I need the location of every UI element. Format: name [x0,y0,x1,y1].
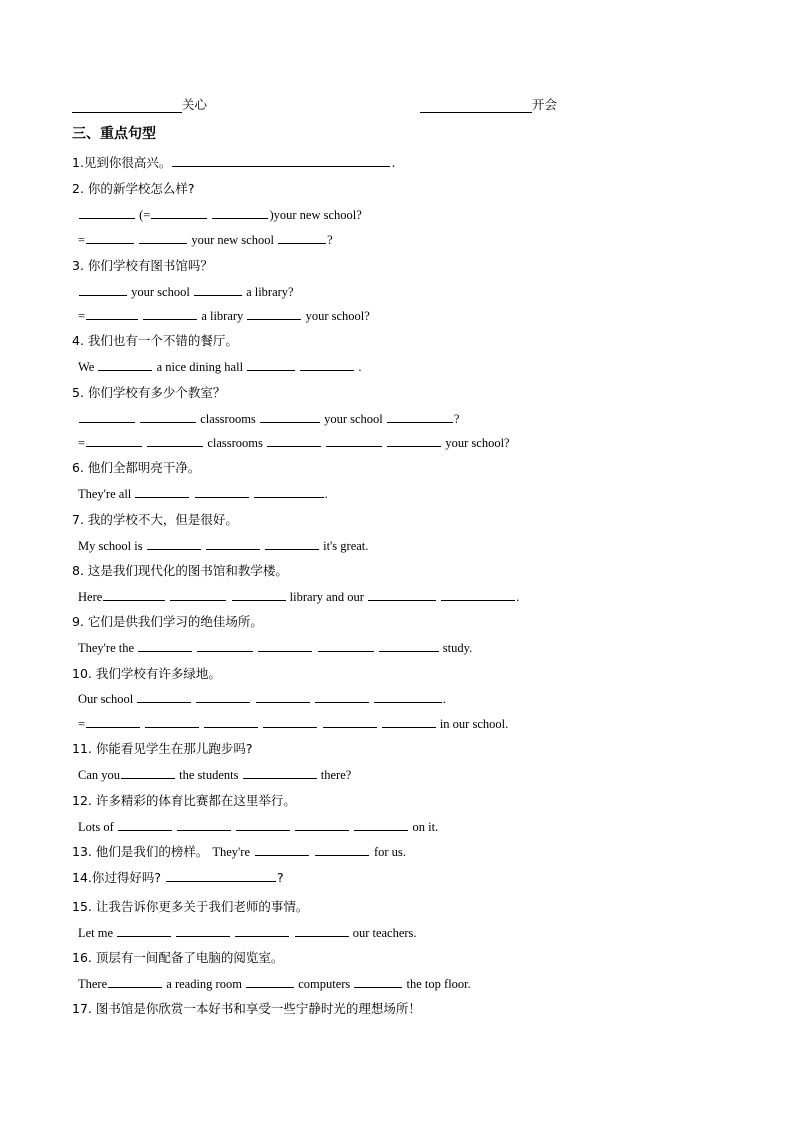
answer-line [78,924,417,942]
blank[interactable] [247,358,295,371]
blank[interactable] [300,358,354,371]
answer-text: Our school [78,692,134,706]
question-17: 17. 图书馆是你欣赏一本好书和享受一些宁静时光的理想场所！ [72,1001,421,1016]
blank[interactable] [374,690,442,703]
answer-text: There [78,977,108,991]
blank[interactable] [379,639,439,652]
blank[interactable] [177,818,231,831]
answer-text: the students [179,768,239,782]
blank[interactable] [138,639,192,652]
blank[interactable] [247,307,301,320]
answer-line [78,358,362,376]
blank[interactable] [103,588,165,601]
answer-text: Let me [78,926,114,940]
answer-line [78,975,471,993]
blank[interactable] [263,715,317,728]
answer-line [78,818,438,836]
blank[interactable] [135,485,189,498]
answer-text: our teachers. [352,926,417,940]
blank[interactable] [79,410,135,423]
answer-text: = [78,309,86,323]
answer-text: Lots of [78,820,114,834]
blank[interactable] [260,410,320,423]
question-1 [72,154,395,172]
question-text: 13. 他们是我们的榜样。 [72,844,209,859]
vocab-item-left [72,95,207,113]
answer-text: classrooms [207,436,263,450]
blank[interactable] [267,434,321,447]
blank[interactable] [176,924,230,937]
blank[interactable] [295,924,349,937]
answer-text: a nice dining hall [156,360,244,374]
vocab-word: 开会 [532,97,558,112]
answer-text: They're all [78,487,132,501]
punct: . [391,155,396,170]
blank[interactable] [79,283,127,296]
answer-text: = [78,717,86,731]
blank[interactable] [145,715,199,728]
answer-text: My school is [78,539,143,553]
answer-line [78,766,351,784]
blank[interactable] [387,434,441,447]
answer-text: . [442,692,446,706]
blank[interactable] [196,690,250,703]
blank[interactable] [315,843,369,856]
blank[interactable] [137,690,191,703]
answer-line [78,485,328,503]
blank[interactable] [354,975,402,988]
question-7: 7. 我的学校不大，但是很好。 [72,512,238,527]
answer-text: on it. [412,820,439,834]
question-6: 6. 他们全都明亮干净。 [72,460,201,475]
punct: ? [277,870,284,885]
question-8: 8. 这是我们现代化的图书馆和教学楼。 [72,563,288,578]
vocab-row [72,95,722,115]
answer-line [78,639,472,657]
answer-text: the top floor. [406,977,471,991]
answer-text: )your new school? [269,208,362,222]
question-3: 3. 你们学校有图书馆吗？ [72,258,213,273]
answer-line [78,307,370,325]
question-13 [72,843,406,861]
blank[interactable] [318,639,374,652]
question-2: 2. 你的新学校怎么样? [72,181,195,196]
blank[interactable] [197,639,253,652]
answer-text: = [78,436,86,450]
answer-text: your new school [191,233,274,247]
answer-text: your school? [445,436,510,450]
blank[interactable] [326,434,382,447]
answer-text: there? [320,768,352,782]
answer-text: classrooms [200,412,256,426]
answer-text: computers [298,977,351,991]
answer-line [78,231,333,249]
answer-text: We [78,360,95,374]
blank[interactable] [206,537,260,550]
question-9: 9. 它们是供我们学习的绝佳场所。 [72,614,263,629]
answer-text: . [358,360,362,374]
blank[interactable] [86,231,134,244]
blank[interactable] [246,975,294,988]
answer-text: (= [139,208,151,222]
answer-text: your school [324,412,383,426]
blank[interactable] [151,206,207,219]
blank[interactable] [172,154,390,167]
blank[interactable] [265,537,319,550]
question-4: 4. 我们也有一个不错的餐厅。 [72,333,238,348]
blank[interactable] [254,485,324,498]
question-14 [72,869,284,887]
answer-text: a library [201,309,244,323]
question-11: 11. 你能看见学生在那儿跑步吗? [72,741,253,756]
blank[interactable] [147,434,203,447]
blank[interactable] [170,588,226,601]
blank[interactable] [255,843,309,856]
blank[interactable] [108,975,162,988]
blank[interactable] [72,98,182,113]
answer-text: library and our [289,590,364,604]
blank[interactable] [278,231,326,244]
blank[interactable] [86,715,140,728]
answer-text: study. [442,641,473,655]
blank[interactable] [387,410,453,423]
answer-text: . [516,590,520,604]
question-5: 5. 你们学校有多少个教室？ [72,385,226,400]
answer-text: ? [327,233,333,247]
blank[interactable] [140,410,196,423]
answer-line [78,434,510,452]
answer-text: your school [131,285,190,299]
answer-line [78,537,368,555]
blank[interactable] [147,537,201,550]
answer-text: it's great. [323,539,369,553]
answer-text: Can you [78,768,121,782]
answer-line [78,410,459,428]
section-title: 三、重点句型 [72,126,156,142]
blank[interactable] [194,283,242,296]
question-15: 15. 让我告诉你更多关于我们老师的事情。 [72,899,309,914]
blank[interactable] [295,818,349,831]
answer-text: They're the [78,641,135,655]
blank[interactable] [354,818,408,831]
question-text: 14.你过得好吗? [72,870,162,885]
blank[interactable] [232,588,286,601]
answer-text: your school? [305,309,370,323]
answer-text: ? [453,412,460,426]
answer-text: = [78,233,86,247]
blank[interactable] [204,715,258,728]
question-12: 12. 许多精彩的体育比赛都在这里举行。 [72,793,296,808]
blank[interactable] [212,206,268,219]
blank[interactable] [258,639,312,652]
answer-text: a reading room [166,977,242,991]
blank[interactable] [118,818,172,831]
blank[interactable] [195,485,249,498]
blank[interactable] [243,766,317,779]
answer-text: in our school. [439,717,509,731]
answer-text: for us. [373,845,406,859]
answer-line [78,715,508,733]
answer-text: Here [78,590,103,604]
question-text: 1.见到你很高兴。 [72,155,172,170]
blank[interactable] [79,206,135,219]
blank[interactable] [121,766,175,779]
answer-text: They're [212,845,250,859]
vocab-word: 关心 [182,97,208,112]
blank[interactable] [420,98,532,113]
blank[interactable] [441,588,515,601]
question-16: 16. 顶层有一间配备了电脑的阅览室。 [72,950,284,965]
blank[interactable] [86,307,138,320]
blank[interactable] [117,924,171,937]
blank[interactable] [315,690,369,703]
blank[interactable] [382,715,436,728]
blank[interactable] [256,690,310,703]
blank[interactable] [139,231,187,244]
answer-line [78,588,519,606]
blank[interactable] [98,358,152,371]
blank[interactable] [236,818,290,831]
answer-line [78,283,294,301]
answer-line [78,206,362,224]
blank[interactable] [86,434,142,447]
blank[interactable] [166,869,276,882]
blank[interactable] [323,715,377,728]
blank[interactable] [368,588,436,601]
question-10: 10. 我们学校有许多绿地。 [72,666,221,681]
answer-line [78,690,446,708]
answer-text: a library? [246,285,294,299]
vocab-item-right [420,95,557,113]
blank[interactable] [235,924,289,937]
blank[interactable] [143,307,197,320]
answer-text: . [324,487,328,501]
